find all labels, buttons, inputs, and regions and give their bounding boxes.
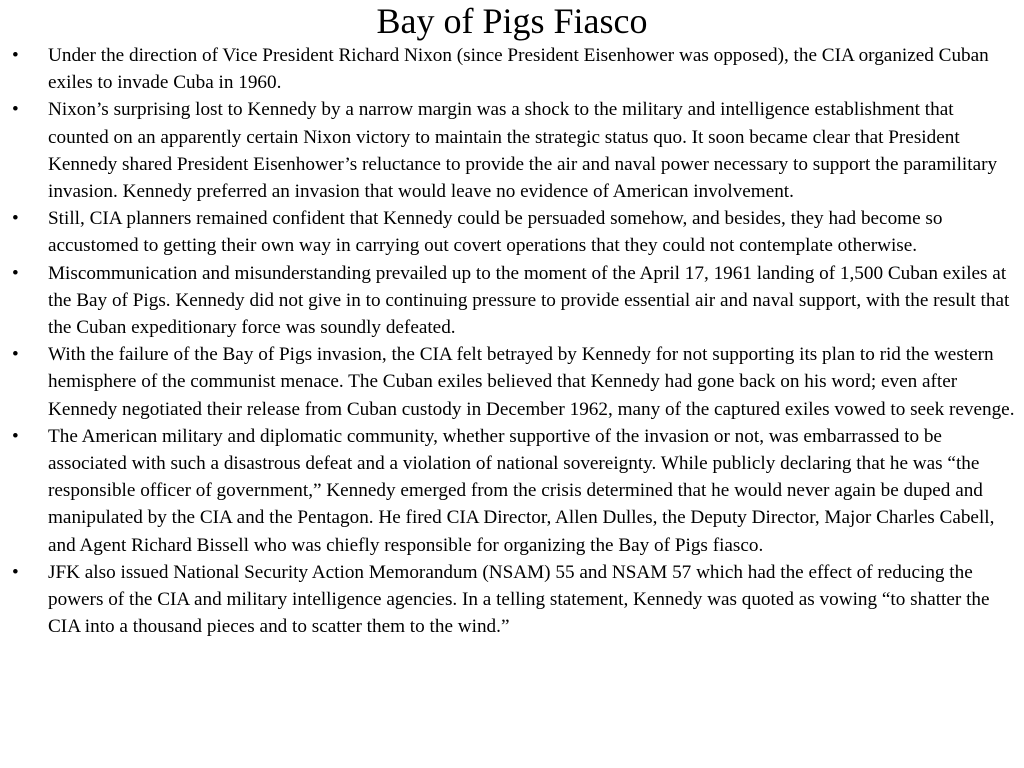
- bullet-text: The American military and diplomatic community, whether supportive of the invasion or not, was embarrassed to be associated with such a disastrous defeat and a violation of national sovereignty. While publicly declaring that he was “the responsible officer of government,” Kennedy emerged from the crisis determined that he would never again be duped and manipulated by the CIA and the Pentagon. He fired CIA Director, Allen Dulles, the Deputy Director, Major Charles Cabell, and Agent Richard Bissell who was chiefly responsible for organizing the Bay of Pigs fiasco.: [48, 425, 995, 556]
- bullet-text: Nixon’s surprising lost to Kennedy by a narrow margin was a shock to the military and intelligence establishment that counted on an apparently certain Nixon victory to maintain the strategic status quo. It soon became clear that President Kennedy shared President Eisenhower’s reluctance to provide the air and naval power necessary to support the paramilitary invasion. Kennedy preferred an invasion that would leave no evidence of American involvement.: [48, 99, 998, 203]
- bullet-item: [0, 205, 1024, 259]
- bullet-icon: •: [12, 99, 19, 121]
- bullet-item: [0, 559, 1024, 641]
- bullet-icon: •: [12, 425, 19, 447]
- slide-title: Bay of Pigs Fiasco: [376, 1, 648, 41]
- bullet-icon: •: [12, 45, 19, 66]
- bullet-text: Under the direction of Vice President Richard Nixon (since President Eisenhower was opposed), the CIA organized Cuban exiles to invade Cuba in 1960.: [48, 45, 989, 94]
- bullet-icon: •: [12, 561, 19, 583]
- bullet-item: [0, 341, 1024, 423]
- bullet-text: Miscommunication and misunderstanding prevailed up to the moment of the April 17, 1961 landing of 1,500 Cuban exiles at the Bay of Pigs. Kennedy did not give in to continuing pressure to provide essential air and naval support, with the result that the Cuban expeditionary force was soundly defeated.: [48, 262, 1010, 339]
- bullet-text: Still, CIA planners remained confident that Kennedy could be persuaded somehow, and besides, they had become so accustomed to getting their own way in carrying out covert operations that they could not contemplate otherwise.: [48, 208, 943, 257]
- bullet-item: [0, 260, 1024, 342]
- bullet-text: JFK also issued National Security Action Memorandum (NSAM) 55 and NSAM 57 which had the effect of reducing the powers of the CIA and military intelligence agencies. In a telling statement, Kennedy was quoted as vowing “to shatter the CIA into a thousand pieces and to scatter them to the wind.”: [48, 561, 990, 638]
- bullet-icon: •: [12, 262, 19, 284]
- bullet-icon: •: [12, 208, 19, 230]
- bullet-icon: •: [12, 344, 19, 366]
- bullet-item: [0, 96, 1024, 205]
- bullet-list: [0, 42, 1024, 640]
- bullet-text: With the failure of the Bay of Pigs invasion, the CIA felt betrayed by Kennedy for not supporting its plan to rid the western hemisphere of the communist menace. The Cuban exiles believed that Kennedy had gone back on his word; even after Kennedy negotiated their release from Cuban custody in December 1962, many of the captured exiles vowed to seek revenge.: [48, 344, 1015, 420]
- bullet-item: [0, 42, 1024, 96]
- bullet-item: [0, 423, 1024, 559]
